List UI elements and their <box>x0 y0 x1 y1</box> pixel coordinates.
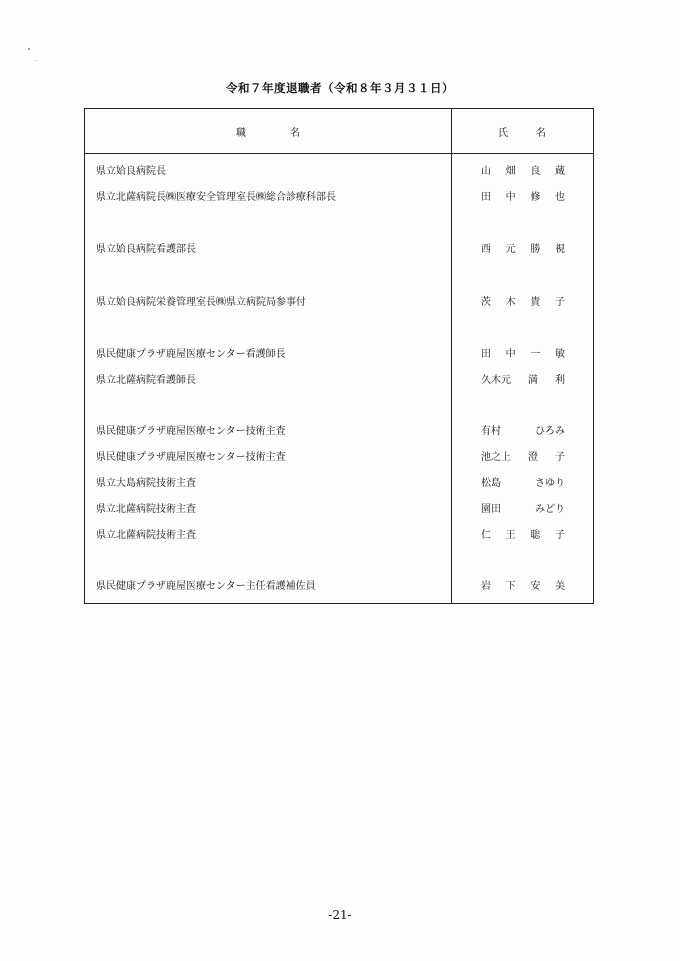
name-part: 聡 <box>530 530 541 541</box>
name-part: 木 <box>505 297 516 308</box>
table-row <box>85 164 593 180</box>
row-position: 県民健康プラザ鹿屋医療センター技術主査 <box>96 426 286 437</box>
header-name: 氏名 <box>498 128 574 139</box>
page-number: -21- <box>328 908 352 922</box>
name-part: 下 <box>505 581 516 592</box>
row-position: 県立姶良病院栄養管理室長㈱県立病院局参事付 <box>96 297 306 308</box>
table-row <box>85 528 593 544</box>
name-part: 也 <box>554 192 565 203</box>
row-name <box>481 579 565 595</box>
name-part: 中 <box>505 192 516 203</box>
name-part: 田 <box>481 192 491 203</box>
name-part: さゆり <box>535 478 565 489</box>
name-part: 田 <box>481 349 491 360</box>
name-part: 蔵 <box>554 166 565 177</box>
row-name <box>481 450 565 466</box>
row-position: 県立北薩病院看護師長 <box>96 375 196 386</box>
table-row <box>85 373 593 389</box>
name-part: 松島 <box>481 478 501 489</box>
row-position: 県立北薩病院技術主査 <box>96 504 196 515</box>
name-part: 良 <box>530 166 541 177</box>
row-name <box>481 295 565 311</box>
table-row <box>85 295 593 311</box>
row-name <box>481 164 565 180</box>
table-header <box>85 109 593 154</box>
table-row <box>85 476 593 492</box>
row-position: 県民健康プラザ鹿屋医療センター技術主査 <box>96 452 286 463</box>
table-row <box>85 242 593 258</box>
row-name <box>481 502 565 518</box>
name-part: 一 <box>530 349 541 360</box>
row-name <box>481 424 565 440</box>
document-title: 令和７年度退職者（令和８年３月３１日） <box>226 81 454 95</box>
name-part: 久木元 <box>481 375 511 386</box>
row-position: 県民健康プラザ鹿屋医療センター主任看護補佐員 <box>96 581 316 592</box>
name-part: 仁 <box>481 530 491 541</box>
header-position: 職名 <box>236 128 344 139</box>
name-part: 有村 <box>481 426 501 437</box>
row-position: 県立姶良病院長 <box>96 166 166 177</box>
row-position: 県立北薩病院技術主査 <box>96 530 196 541</box>
row-position: 県立大島病院技術主査 <box>96 478 196 489</box>
retirees-table <box>84 108 594 604</box>
table-row <box>85 424 593 440</box>
name-part: 山 <box>481 166 491 177</box>
name-part: 茨 <box>481 297 491 308</box>
name-part: 安 <box>530 581 541 592</box>
row-name <box>481 476 565 492</box>
name-part: 修 <box>530 192 541 203</box>
name-part: 中 <box>505 349 516 360</box>
row-position: 県立北薩病院長㈱医療安全管理室長㈱総合診療科部長 <box>96 192 336 203</box>
name-part: 池之上 <box>481 452 511 463</box>
row-name <box>481 242 565 258</box>
row-name <box>481 373 565 389</box>
name-part: 王 <box>505 530 516 541</box>
name-part: 子 <box>554 297 565 308</box>
table-row <box>85 347 593 363</box>
scan-speck <box>36 60 37 61</box>
name-part: ひろみ <box>535 426 565 437</box>
row-name <box>481 528 565 544</box>
name-part: 満 <box>528 375 538 386</box>
name-part: 西 <box>481 244 491 255</box>
name-part: 元 <box>505 244 516 255</box>
name-part: 園田 <box>481 504 501 515</box>
name-part: 利 <box>555 375 565 386</box>
scan-speck <box>28 48 30 50</box>
name-part: 勝 <box>530 244 541 255</box>
table-row <box>85 579 593 595</box>
name-part: 子 <box>555 452 565 463</box>
row-position: 県立姶良病院看護部長 <box>96 244 196 255</box>
table-row <box>85 190 593 206</box>
name-part: みどり <box>535 504 565 515</box>
name-part: 敏 <box>554 349 565 360</box>
name-part: 岩 <box>481 581 491 592</box>
name-part: 澄 <box>528 452 538 463</box>
name-part: 貴 <box>530 297 541 308</box>
table-row <box>85 450 593 466</box>
name-part: 視 <box>554 244 565 255</box>
row-name <box>481 347 565 363</box>
name-part: 畑 <box>505 166 516 177</box>
table-row <box>85 502 593 518</box>
row-position: 県民健康プラザ鹿屋医療センター看護師長 <box>96 349 286 360</box>
name-part: 子 <box>554 530 565 541</box>
row-name <box>481 190 565 206</box>
name-part: 美 <box>554 581 565 592</box>
